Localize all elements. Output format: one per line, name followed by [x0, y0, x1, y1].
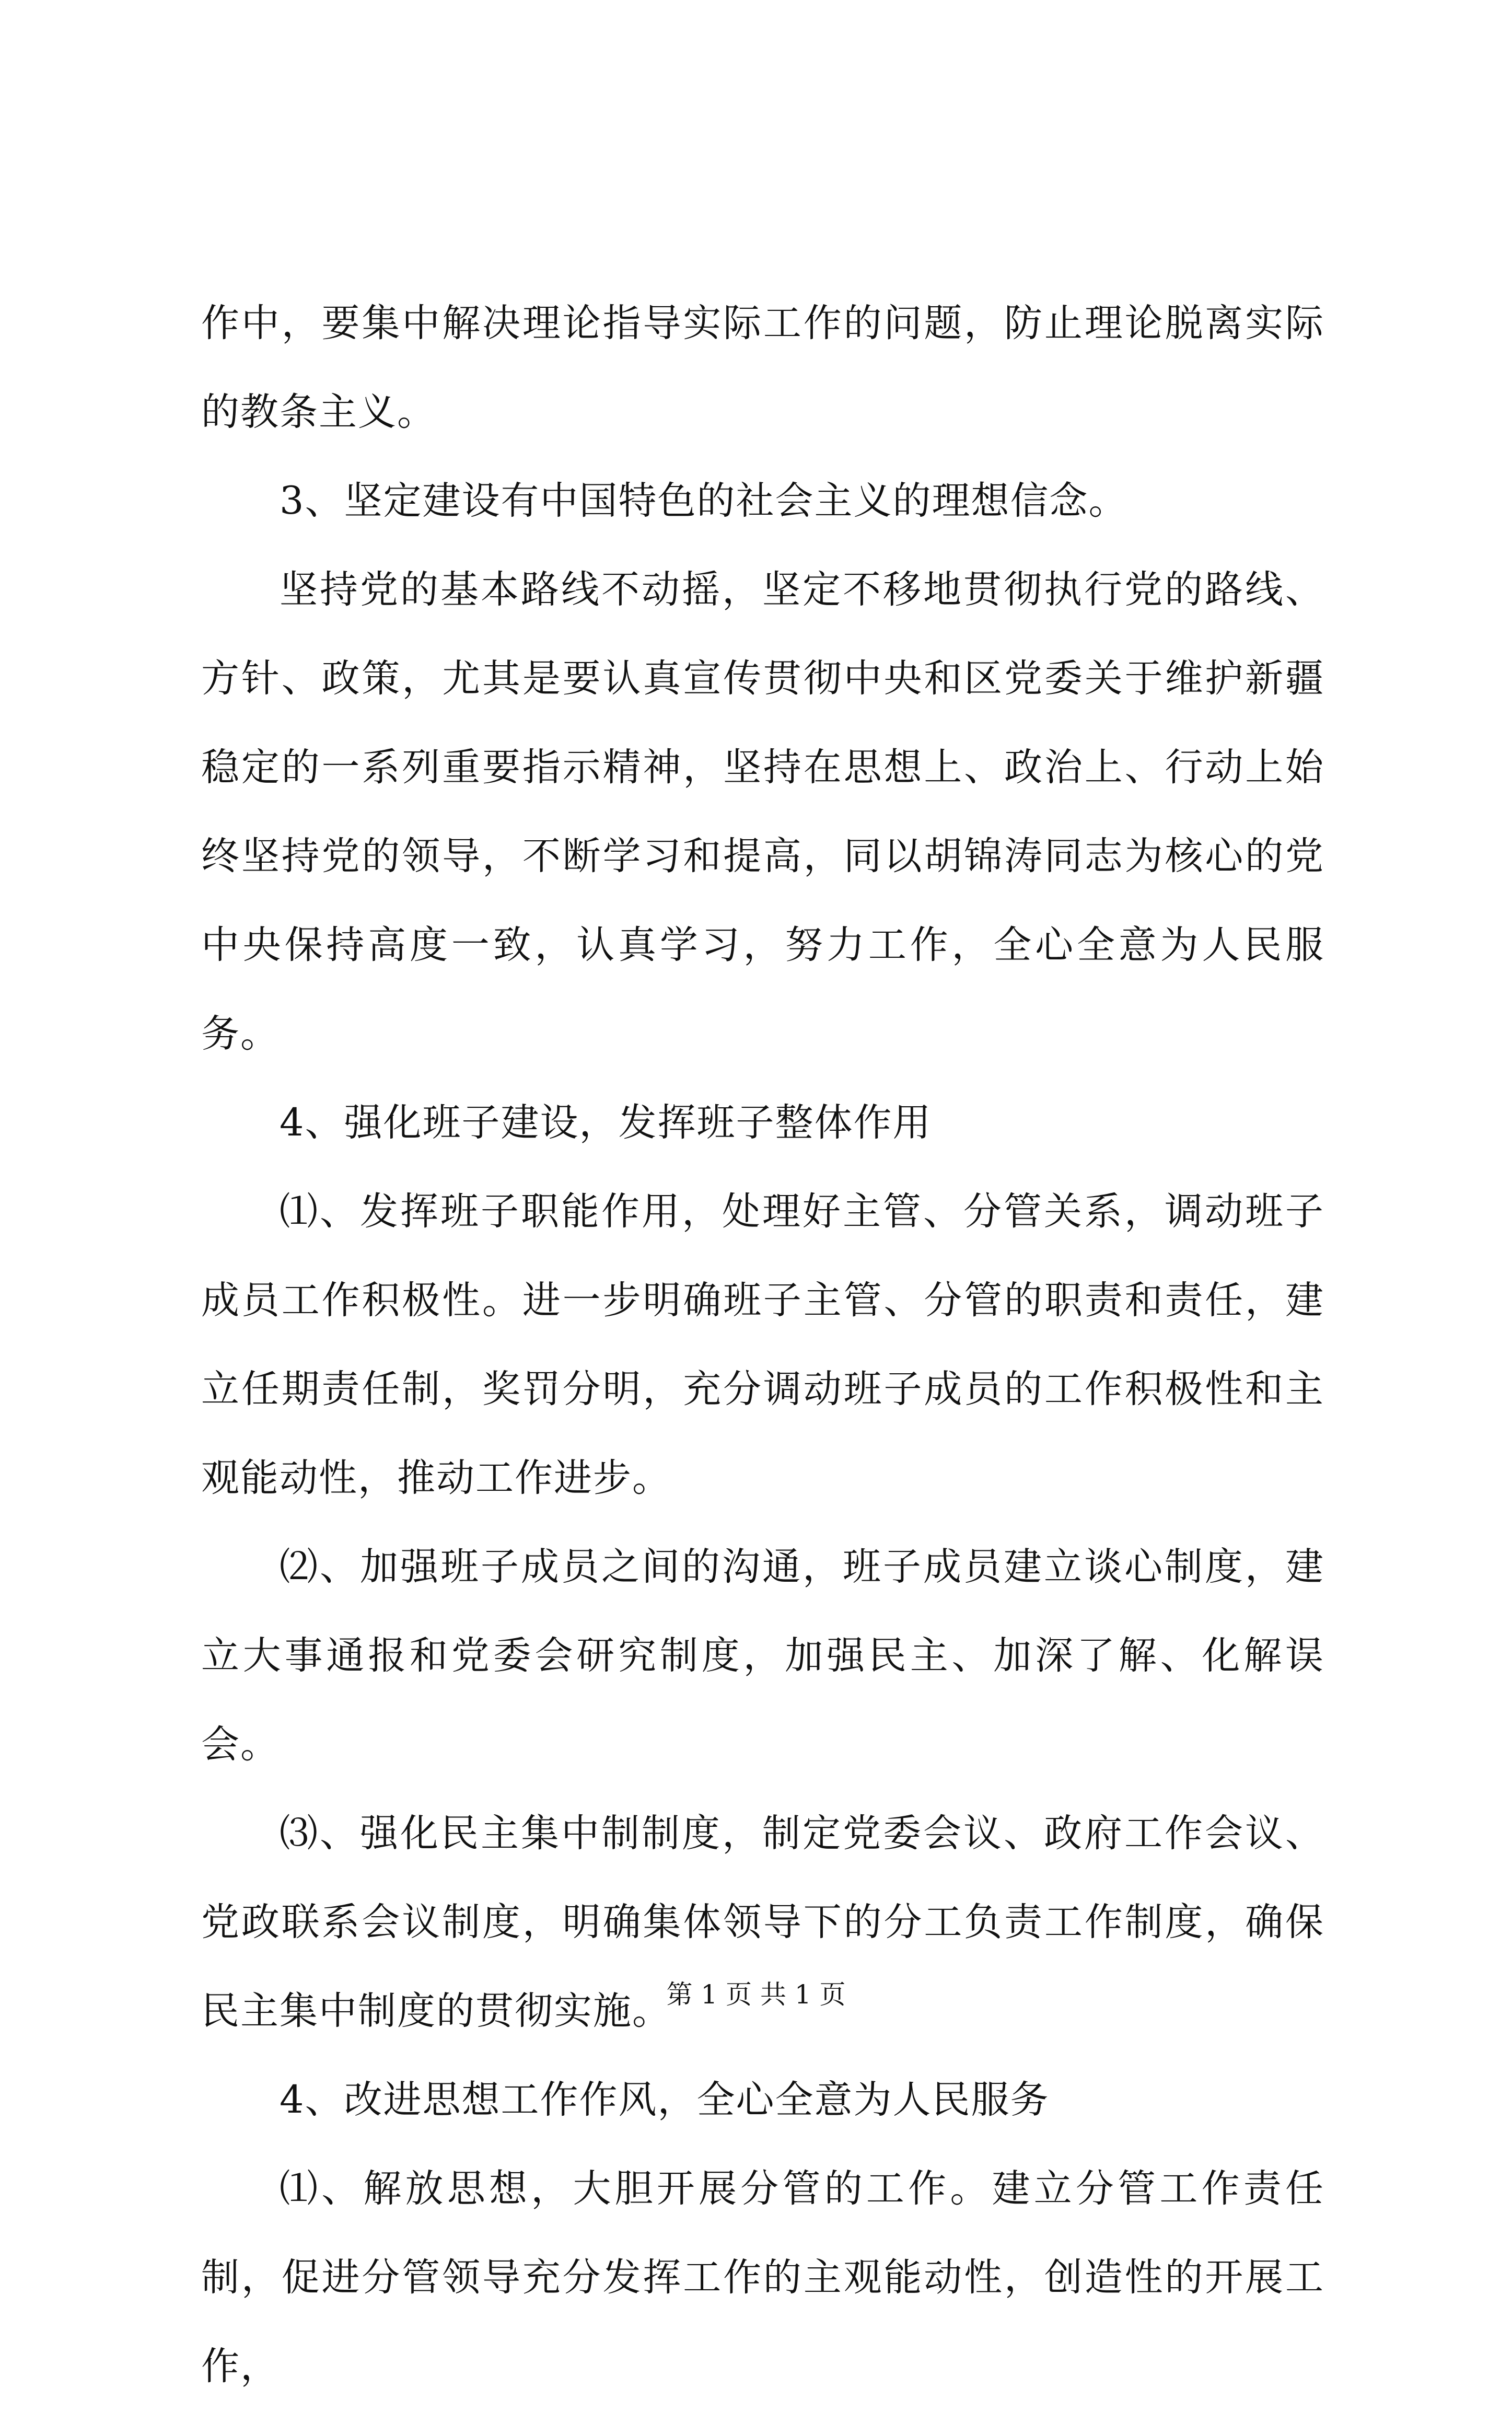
- paragraph-emancipate-mind: ⑴、解放思想，大胆开展分管的工作。建立分管工作责任制，促进分管领导充分发挥工作的主观能动性，创造性的开展工作，: [201, 2166, 1324, 2389]
- paragraph-heading-work-style: 4、改进思想工作作风，全心全意为人民服务: [280, 2078, 1050, 2122]
- paragraph-continuation: 作中，要集中解决理论指导实际工作的问题，防止理论脱离实际的教条主义。: [201, 301, 1324, 434]
- paragraph-party-line: 坚持党的基本路线不动摇，坚定不移地贯彻执行党的路线、方针、政策，尤其是要认真宣传贯彻中央和区党委关于维护新疆稳定的一系列重要指示精神，坚持在思想上、政治上、行动上始终坚持党的领导，不断学习和提高，同以胡锦涛同志为核心的党中央保持高度一致，认真学习，努力工作，全心全意为人民服务。: [201, 567, 1324, 1056]
- paragraph-team-communication: ⑵、加强班子成员之间的沟通，班子成员建立谈心制度，建立大事通报和党委会研究制度，加强民主、加深了解、化解误会。: [201, 1545, 1324, 1767]
- paragraph-democratic-centralism: ⑶、强化民主集中制制度，制定党委会议、政府工作会议、党政联系会议制度，明确集体领导下的分工负责工作制度，确保民主集中制度的贯彻实施。: [201, 1811, 1324, 2033]
- page-footer: 第 1 页 共 1 页: [666, 1979, 846, 2010]
- paragraph-heading-ideal-belief: 3、坚定建设有中国特色的社会主义的理想信念。: [280, 479, 1128, 523]
- document-body: [201, 279, 1324, 2411]
- paragraph-team-function: ⑴、发挥班子职能作用，处理好主管、分管关系，调动班子成员工作积极性。进一步明确班子主管、分管的职责和责任，建立任期责任制，奖罚分明，充分调动班子成员的工作积极性和主观能动性，推动工作进步。: [201, 1189, 1324, 1500]
- paragraph-heading-team-building: 4、强化班子建设，发挥班子整体作用: [280, 1100, 932, 1145]
